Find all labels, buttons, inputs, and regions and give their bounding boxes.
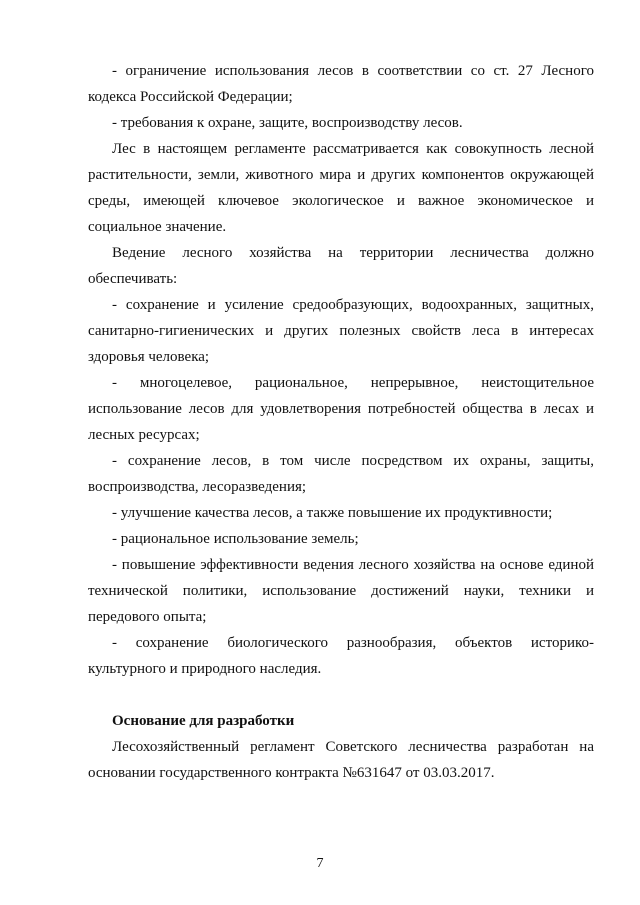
paragraph-quality-improvement: - улучшение качества лесов, а также повышение их продуктивности; — [112, 505, 553, 521]
paragraph-biodiversity: - сохранение биологического разнообразия, объектов историко-культурного и природного наследия. — [88, 635, 594, 677]
paragraph-forest-use-restriction: - ограничение использования лесов в соответствии со ст. 27 Лесного кодекса Российской Федерации; — [88, 63, 594, 105]
section-heading: Основание для разработки — [112, 713, 295, 729]
paragraph-forest-conservation: - сохранение лесов, в том числе посредством их охраны, защиты, воспроизводства, лесоразведения; — [88, 453, 594, 495]
paragraph-efficiency-increase: - повышение эффективности ведения лесного хозяйства на основе единой технической политики, использование достижений науки, техники и передового опыта; — [88, 557, 594, 625]
paragraph-protection-requirements: - требования к охране, защите, воспроизводству лесов. — [112, 115, 463, 131]
page-content — [88, 58, 594, 786]
paragraph-multipurpose-use: - многоцелевое, рациональное, непрерывное, неистощительное использование лесов для удовлетворения потребностей общества в лесах и лесных ресурсах; — [88, 375, 594, 443]
paragraph-forest-definition: Лес в настоящем регламенте рассматривается как совокупность лесной растительности, земли, животного мира и других компонентов окружающей среды, имеющей ключевое экологическое и важное экономическое и социальное значение. — [88, 141, 594, 235]
paragraph-forestry-goals-intro: Ведение лесного хозяйства на территории лесничества должно обеспечивать: — [88, 245, 594, 287]
paragraph-land-use: - рациональное использование земель; — [112, 531, 359, 547]
page-number: 7 — [316, 856, 324, 871]
paragraph-development-basis: Лесохозяйственный регламент Советского лесничества разработан на основании государственного контракта №631647 от 03.03.2017. — [88, 739, 594, 781]
paragraph-environment-preservation: - сохранение и усиление средообразующих, водоохранных, защитных, санитарно-гигиенических и других полезных свойств леса в интересах здоровья человека; — [88, 297, 594, 365]
